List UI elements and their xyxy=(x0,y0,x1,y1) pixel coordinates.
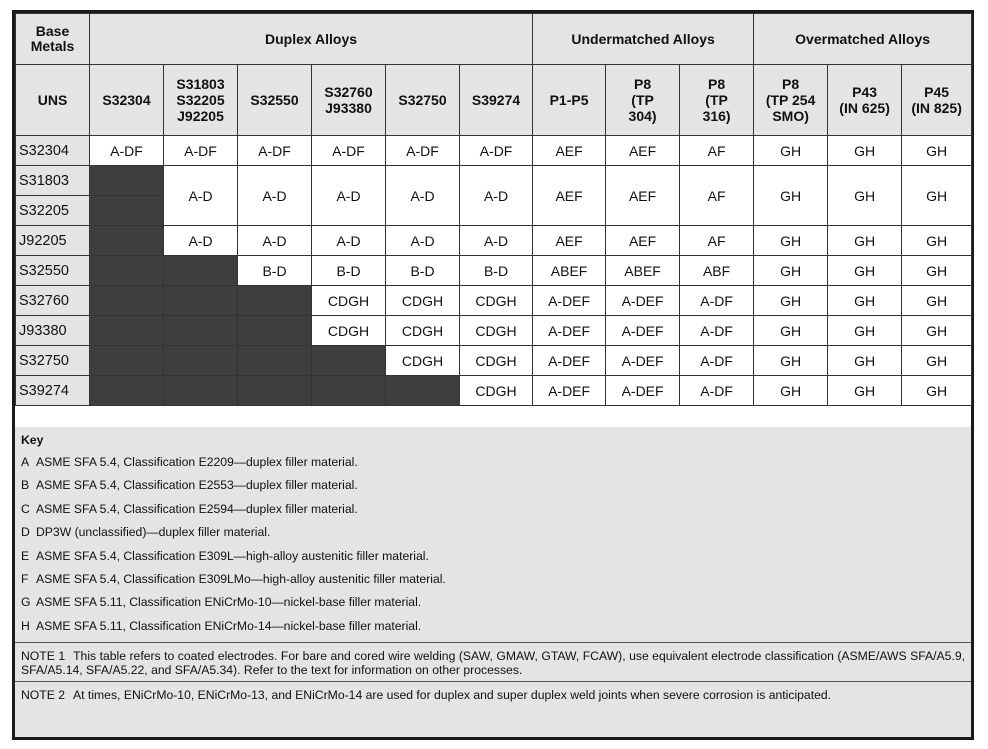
table-cell: AF xyxy=(680,166,754,226)
table-cell: GH xyxy=(754,166,828,226)
table-cell: A-DF xyxy=(386,136,460,166)
table-cell: ABF xyxy=(680,256,754,286)
shaded-cell xyxy=(312,376,386,406)
row-label: S32760 xyxy=(16,286,90,316)
key-item: G ASME SFA 5.11, Classification ENiCrMo-10—nickel-base filler material. xyxy=(21,595,422,610)
table-cell: GH xyxy=(828,316,902,346)
col-header: P1-P5 xyxy=(533,65,606,136)
key-title: Key xyxy=(21,433,44,447)
row-label: S32750 xyxy=(16,346,90,376)
table-cell: A-DF xyxy=(680,316,754,346)
table-cell: A-DF xyxy=(680,346,754,376)
key-item: A ASME SFA 5.4, Classification E2209—duplex filler material. xyxy=(21,455,358,469)
col-header: P8 (TP 304) xyxy=(606,65,680,136)
table-cell: A-DF xyxy=(680,286,754,316)
col-header: S39274 xyxy=(460,65,533,136)
table-cell: CDGH xyxy=(312,316,386,346)
table-cell: B-D xyxy=(312,256,386,286)
shaded-cell xyxy=(164,316,238,346)
table-cell: GH xyxy=(902,256,972,286)
table-cell: B-D xyxy=(460,256,533,286)
row-label: S31803 xyxy=(16,166,90,196)
table-cell: AEF xyxy=(606,226,680,256)
table-cell: A-DF xyxy=(680,376,754,406)
shaded-cell xyxy=(238,376,312,406)
table-cell: ABEF xyxy=(606,256,680,286)
table-cell: AEF xyxy=(533,166,606,226)
row-label: S32304 xyxy=(16,136,90,166)
col-header: S32304 xyxy=(90,65,164,136)
group-undermatched-alloys: Undermatched Alloys xyxy=(533,14,754,65)
compatibility-table xyxy=(15,13,972,406)
table-cell: GH xyxy=(828,166,902,226)
table-cell: A-DEF xyxy=(606,346,680,376)
table-cell: A-DEF xyxy=(533,346,606,376)
note-2: NOTE 2 At times, ENiCrMo-10, ENiCrMo-13, and ENiCrMo-14 are used for duplex and super duplex weld joints when severe corrosion is anticipated. xyxy=(15,681,971,706)
col-header: P8 (TP 316) xyxy=(680,65,754,136)
shaded-cell xyxy=(90,316,164,346)
shaded-cell xyxy=(238,346,312,376)
shaded-cell xyxy=(90,226,164,256)
col-header: P43 (IN 625) xyxy=(828,65,902,136)
filler-metal-selection-table xyxy=(12,10,974,740)
shaded-cell xyxy=(164,286,238,316)
table-cell: A-D xyxy=(164,166,238,226)
key-item: F ASME SFA 5.4, Classification E309LMo—high-alloy austenitic filler material. xyxy=(21,571,446,586)
table-cell: GH xyxy=(754,256,828,286)
table-cell: GH xyxy=(828,226,902,256)
table-cell: CDGH xyxy=(386,346,460,376)
table-cell: GH xyxy=(828,376,902,406)
table-cell: CDGH xyxy=(386,286,460,316)
shaded-cell xyxy=(90,166,164,196)
table-cell: ABEF xyxy=(533,256,606,286)
table-cell: B-D xyxy=(386,256,460,286)
col-header: S32750 xyxy=(386,65,460,136)
key-section xyxy=(15,427,971,737)
table-cell: CDGH xyxy=(460,286,533,316)
table-cell: GH xyxy=(754,286,828,316)
table-cell: GH xyxy=(902,286,972,316)
table-cell: A-D xyxy=(460,226,533,256)
col-header: S32550 xyxy=(238,65,312,136)
table-cell: B-D xyxy=(238,256,312,286)
table-cell: A-D xyxy=(164,226,238,256)
table-cell: A-DF xyxy=(312,136,386,166)
col-header: S32760 J93380 xyxy=(312,65,386,136)
table-cell: AEF xyxy=(533,136,606,166)
col-header: S31803 S32205 J92205 xyxy=(164,65,238,136)
table-cell: GH xyxy=(754,136,828,166)
uns-header: UNS xyxy=(16,65,90,136)
table-cell: GH xyxy=(754,346,828,376)
shaded-cell xyxy=(386,376,460,406)
table-cell: AEF xyxy=(606,136,680,166)
shaded-cell xyxy=(90,286,164,316)
table-cell: AEF xyxy=(533,226,606,256)
row-label: J93380 xyxy=(16,316,90,346)
table-cell: A-D xyxy=(238,226,312,256)
shaded-cell xyxy=(90,256,164,286)
table-cell: A-DEF xyxy=(533,316,606,346)
table-cell: A-D xyxy=(386,166,460,226)
base-metals-header: Base Metals xyxy=(16,14,90,65)
table-cell: AF xyxy=(680,226,754,256)
key-item: B ASME SFA 5.4, Classification E2553—duplex filler material. xyxy=(21,478,358,493)
key-item: C ASME SFA 5.4, Classification E2594—duplex filler material. xyxy=(21,501,358,516)
table-cell: CDGH xyxy=(460,376,533,406)
table-cell: A-DF xyxy=(460,136,533,166)
group-duplex-alloys: Duplex Alloys xyxy=(90,14,533,65)
key-item: E ASME SFA 5.4, Classification E309L—high-alloy austenitic filler material. xyxy=(21,548,429,563)
table-cell: A-DF xyxy=(164,136,238,166)
row-label: S32205 xyxy=(16,196,90,226)
col-header: P8 (TP 254 SMO) xyxy=(754,65,828,136)
table-cell: CDGH xyxy=(312,286,386,316)
shaded-cell xyxy=(164,256,238,286)
shaded-cell xyxy=(90,376,164,406)
key-item: D DP3W (unclassified)—duplex filler material. xyxy=(21,525,271,540)
table-cell: A-DF xyxy=(238,136,312,166)
table-cell: A-DEF xyxy=(533,376,606,406)
table-cell: A-D xyxy=(386,226,460,256)
col-header: P45 (IN 825) xyxy=(902,65,972,136)
table-cell: CDGH xyxy=(460,346,533,376)
table-cell: GH xyxy=(828,346,902,376)
table-cell: A-D xyxy=(238,166,312,226)
table-cell: A-DF xyxy=(90,136,164,166)
row-label: J92205 xyxy=(16,226,90,256)
table-cell: GH xyxy=(902,346,972,376)
table-cell: A-DEF xyxy=(606,376,680,406)
table-cell: A-DEF xyxy=(606,316,680,346)
table-cell: GH xyxy=(828,136,902,166)
table-cell: CDGH xyxy=(460,316,533,346)
table-cell: GH xyxy=(902,316,972,346)
table-cell: GH xyxy=(754,226,828,256)
shaded-cell xyxy=(238,316,312,346)
shaded-cell xyxy=(90,346,164,376)
shaded-cell xyxy=(90,196,164,226)
shaded-cell xyxy=(312,346,386,376)
table-cell: A-D xyxy=(312,226,386,256)
table-cell: AEF xyxy=(606,166,680,226)
table-cell: GH xyxy=(828,286,902,316)
shaded-cell xyxy=(238,286,312,316)
table-cell: GH xyxy=(828,256,902,286)
table-cell: A-D xyxy=(312,166,386,226)
group-overmatched-alloys: Overmatched Alloys xyxy=(754,14,972,65)
table-cell: AF xyxy=(680,136,754,166)
row-label: S39274 xyxy=(16,376,90,406)
table-cell: GH xyxy=(902,166,972,226)
note-1: NOTE 1 This table refers to coated electrodes. For bare and cored wire welding (SAW, GMAW, GTAW, FCAW), use equivalent electrode classification (ASME/AWS SFA/A5.9, SFA/A5.14, SFA/A5.22, and SFA/A5.34). Refer to the text for information on other processes. xyxy=(15,642,971,681)
row-label: S32550 xyxy=(16,256,90,286)
key-item: H ASME SFA 5.11, Classification ENiCrMo-14—nickel-base filler material. xyxy=(21,618,422,633)
shaded-cell xyxy=(164,346,238,376)
table-cell: GH xyxy=(902,226,972,256)
table-cell: CDGH xyxy=(386,316,460,346)
table-cell: GH xyxy=(902,136,972,166)
table-cell: GH xyxy=(902,376,972,406)
table-cell: A-DEF xyxy=(606,286,680,316)
table-cell: A-DEF xyxy=(533,286,606,316)
table-cell: GH xyxy=(754,376,828,406)
table-cell: A-D xyxy=(460,166,533,226)
table-cell: GH xyxy=(754,316,828,346)
shaded-cell xyxy=(164,376,238,406)
